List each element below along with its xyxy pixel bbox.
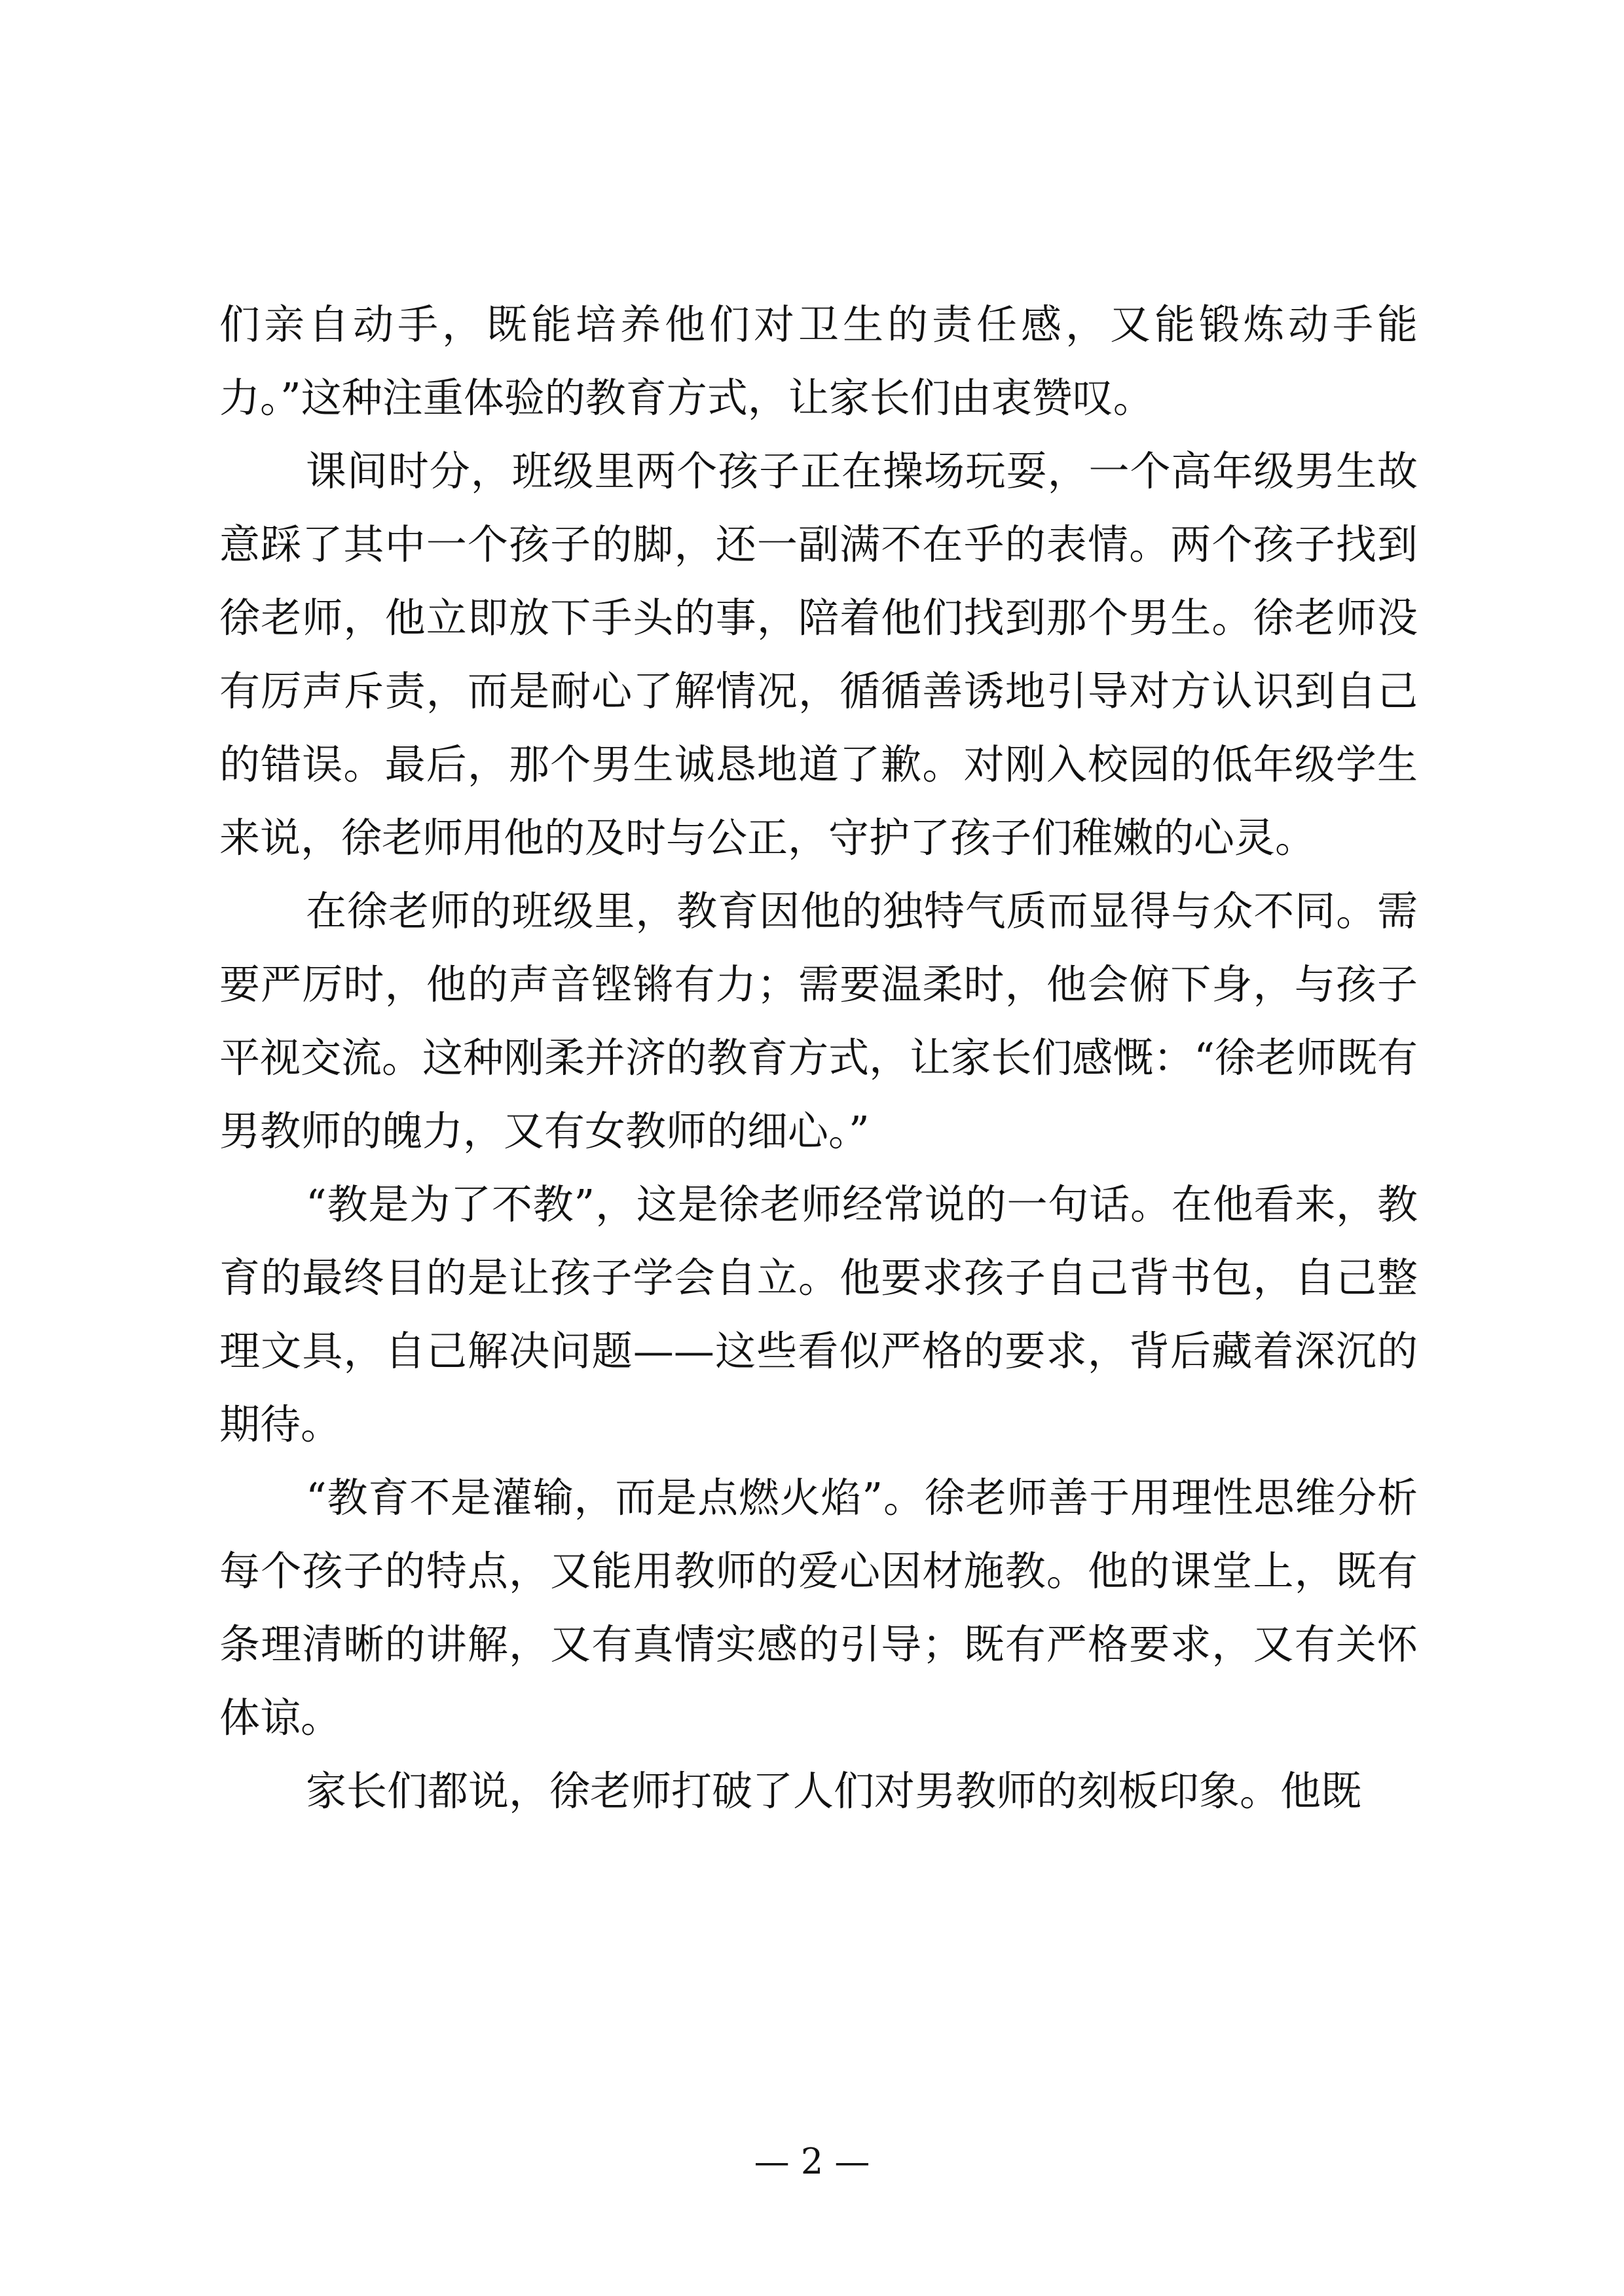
page-number: — 2 — [754, 2141, 870, 2182]
paragraph-ignite-flame: “教育不是灌输，而是点燃火焰”。徐老师善于用理性思维分析每个孩子的特点，又能用教师的爱心因材施教。他的课堂上，既有条理清晰的讲解，又有真情实感的引导；既有严格要求，又有关怀体谅。 [219, 1474, 1418, 1741]
body-text [219, 288, 1418, 1828]
paragraph-teach-to-not-teach: “教是为了不教”，这是徐老师经常说的一句话。在他看来，教育的最终目的是让孩子学会自立。他要求孩子自己背书包，自己整理文具，自己解决问题——这些看似严格的要求，背后藏着深沉的期待。 [219, 1180, 1418, 1448]
paragraph-continuation: 们亲自动手，既能培养他们对卫生的责任感，又能锻炼动手能力。”这种注重体验的教育方式，让家长们由衷赞叹。 [219, 301, 1418, 422]
paragraph-teaching-style: 在徐老师的班级里，教育因他的独特气质而显得与众不同。需要严厉时，他的声音铿锵有力；需要温柔时，他会俯下身，与孩子平视交流。这种刚柔并济的教育方式，让家长们感慨：“徐老师既有男教师的魄力，又有女教师的细心。” [219, 887, 1418, 1155]
paragraph-parents-say: 家长们都说，徐老师打破了人们对男教师的刻板印象。他既 [306, 1767, 1362, 1815]
paragraph-recess-incident: 课间时分，班级里两个孩子正在操场玩耍，一个高年级男生故意踩了其中一个孩子的脚，还一副满不在乎的表情。两个孩子找到徐老师，他立即放下手头的事，陪着他们找到那个男生。徐老师没有厉声斥责，而是耐心了解情况，循循善诱地引导对方认识到自己的错误。最后，那个男生诚恳地道了歉。对刚入校园的低年级学生来说，徐老师用他的及时与公正，守护了孩子们稚嫩的心灵。 [219, 447, 1418, 862]
